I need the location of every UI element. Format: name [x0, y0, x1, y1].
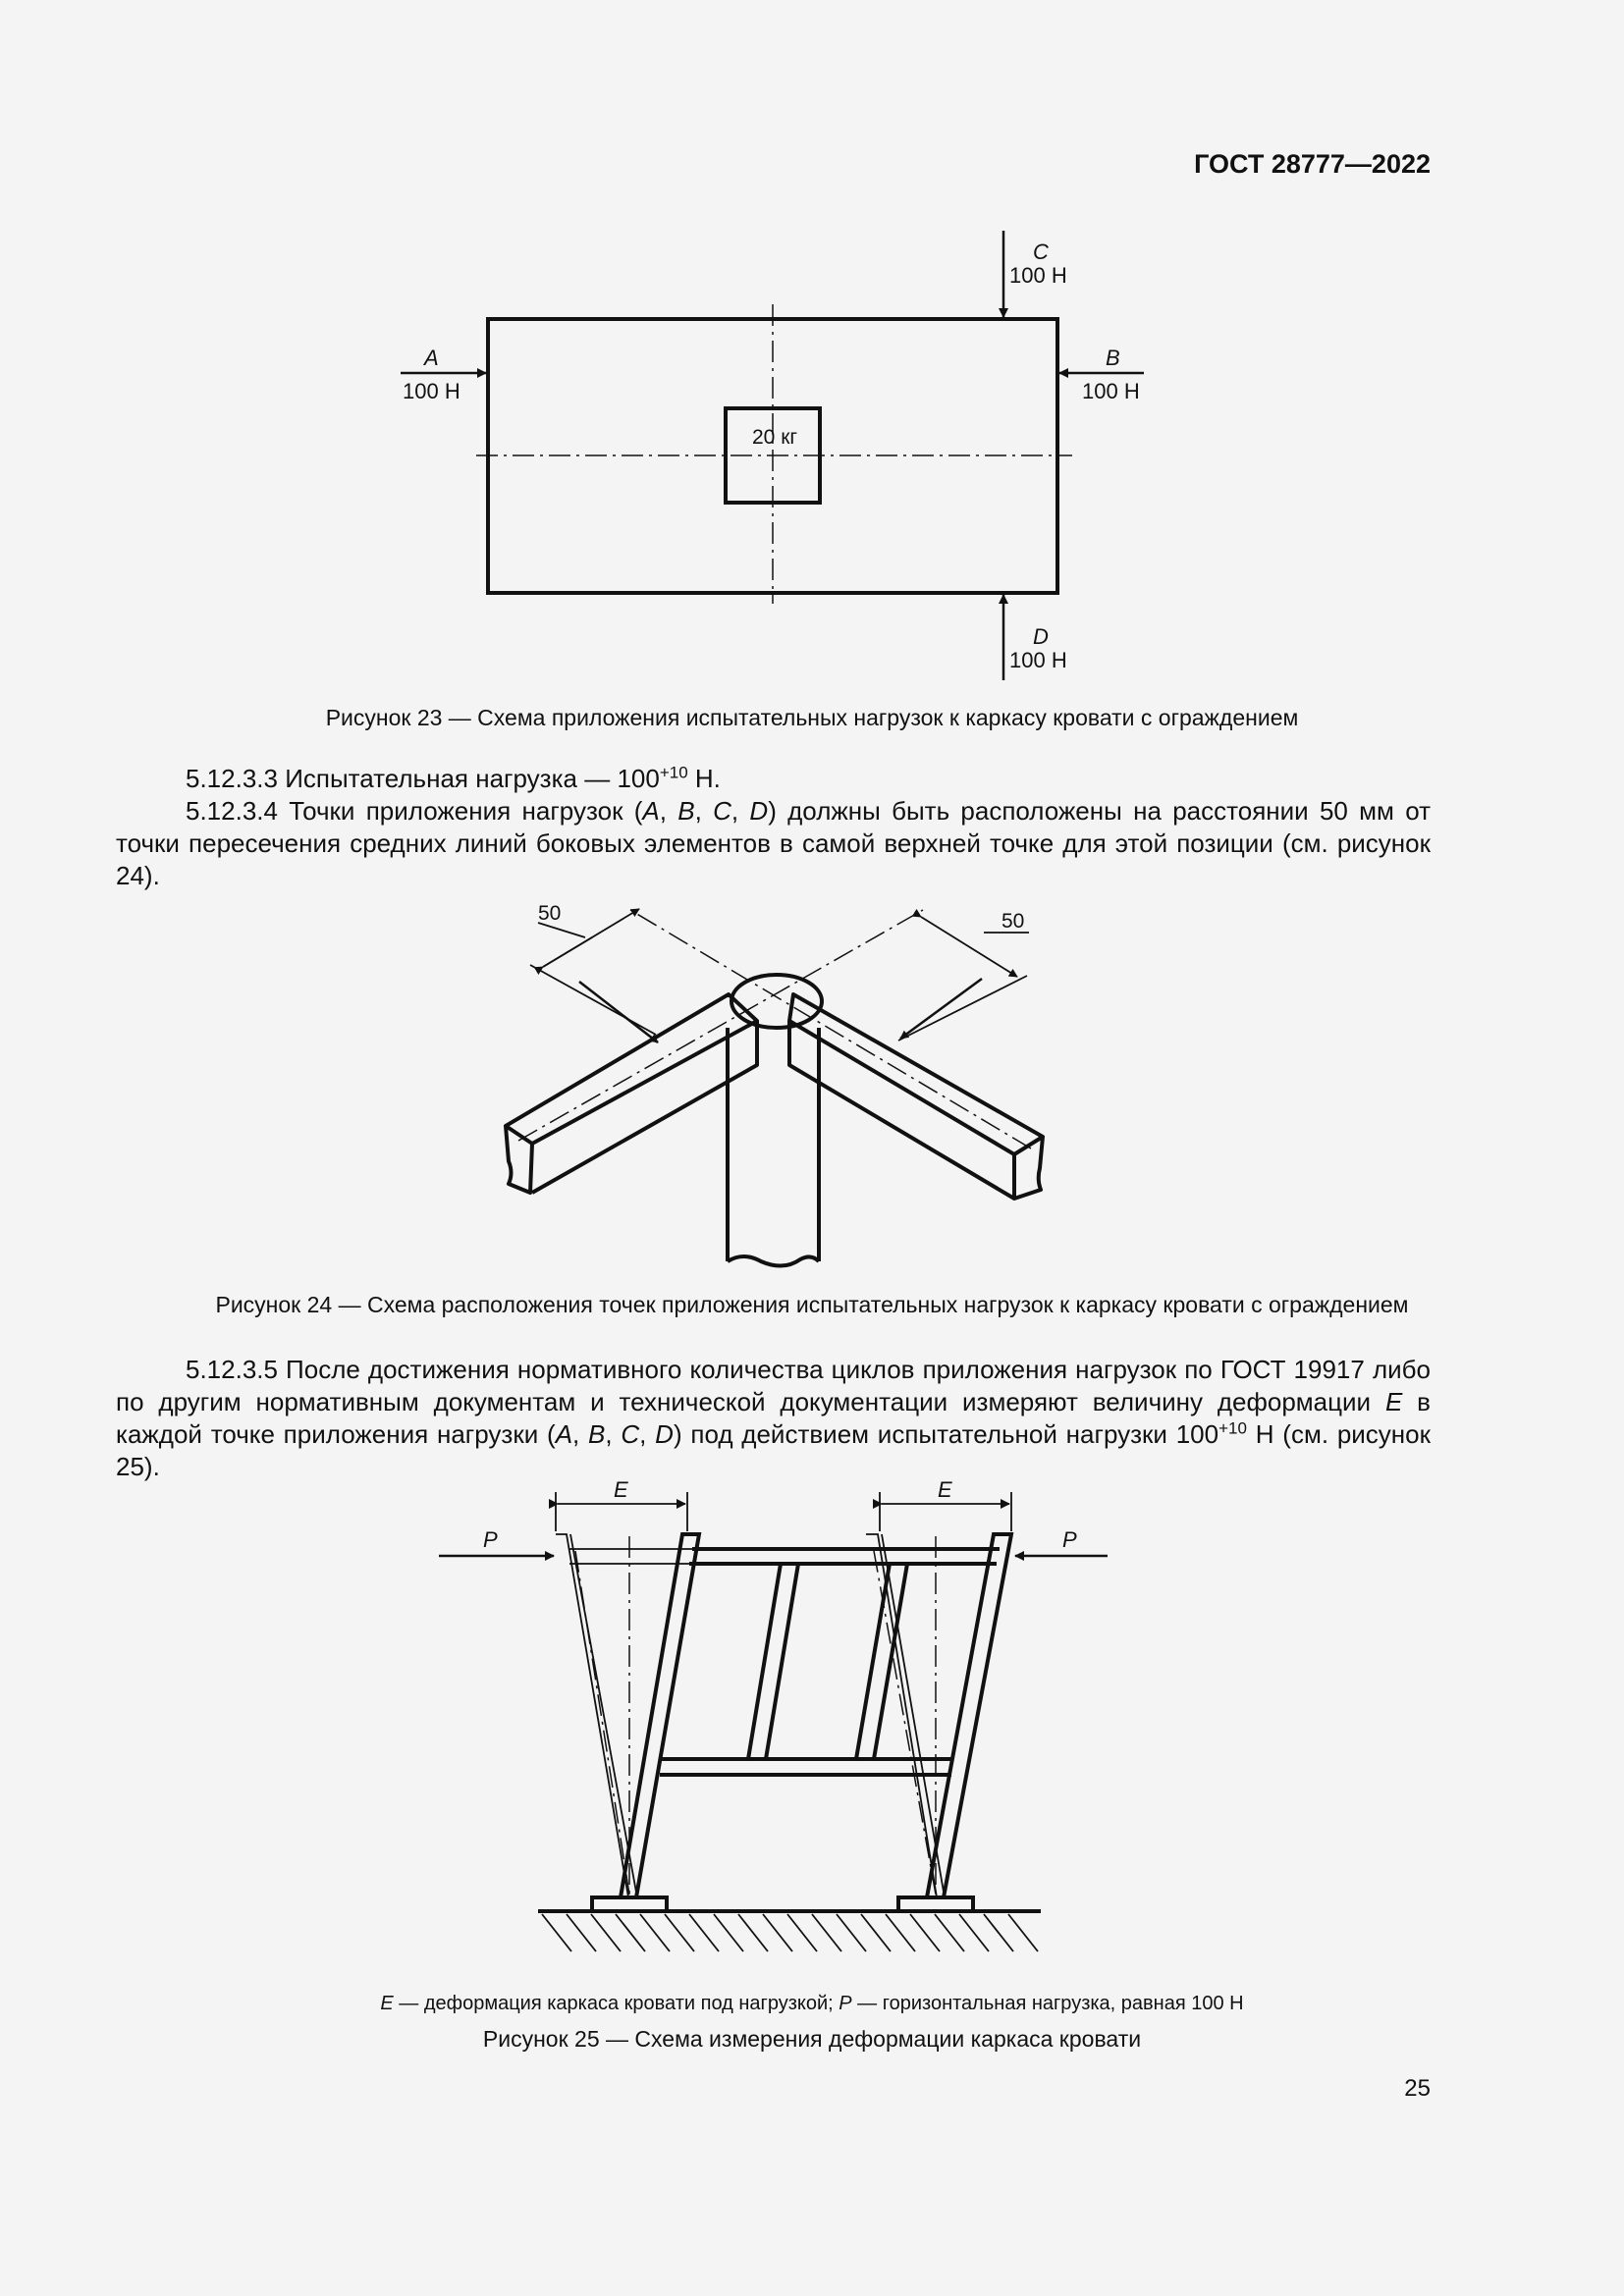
sym-d2: D — [655, 1419, 674, 1449]
figure-25-legend — [0, 1993, 1624, 2015]
ground-hatch — [542, 1914, 1038, 1951]
sym-c2: C — [621, 1419, 640, 1449]
leg-right-original — [866, 1534, 945, 1897]
sym-b: B — [677, 796, 695, 826]
sym-d: D — [749, 796, 769, 826]
centerline-left-tilted — [575, 1551, 629, 1895]
text-p2b: ) должны быть расположены на расстоянии 50 мм от точки пересечения средних линий боковых элементов в самой верхней точке для этой позиции (см. рисунок 24). — [116, 796, 1431, 890]
foot-left — [592, 1897, 667, 1911]
weight-label: 20 кг — [752, 426, 798, 449]
document-header: ГОСТ 28777—2022 — [1194, 149, 1431, 179]
legend-p: P — [839, 1993, 852, 2014]
p-label-right: P — [1062, 1527, 1077, 1552]
rail-original — [569, 1549, 992, 1564]
e-label-right: E — [938, 1477, 952, 1502]
sym-e: E — [1384, 1387, 1403, 1416]
foot-right — [898, 1897, 973, 1911]
legend-text-b: — горизонтальная нагрузка, равная 100 Н — [851, 1993, 1244, 2014]
page-number: 25 — [1404, 2075, 1431, 2102]
sup-p1: +10 — [659, 763, 688, 782]
dim-left-label: 50 — [538, 902, 562, 925]
value-c: 100 Н — [1009, 263, 1067, 288]
text-p3d: Н (см. рисунок 25). — [116, 1419, 1431, 1481]
value-a: 100 Н — [403, 379, 460, 403]
text-p3a: 5.12.3.5 После достижения нормативного количества циклов приложения нагрузок по ГОСТ 19917 либо по другим нормативным документам и технической документации измеряют величину деформации — [116, 1355, 1431, 1416]
sym-b2: B — [588, 1419, 606, 1449]
label-b: B — [1106, 346, 1120, 370]
dim-right-label: 50 — [1001, 910, 1025, 933]
paragraph-5-12-3-4: 5.12.3.4 Точки приложения нагрузок (A, B, C, D) должны быть расположены на расстоянии 50 мм от точки пересечения средних линий боковых элементов в самой верхней точке для этой позиции (см. рисунок 24). — [116, 796, 1431, 890]
leg-left-original — [556, 1534, 637, 1897]
label-c: C — [1033, 240, 1049, 264]
figure-24-caption: Рисунок 24 — Схема расположения точек приложения испытательных нагрузок к каркасу кровати с ограждением — [215, 1292, 1409, 1317]
leg-left-deformed — [621, 1534, 699, 1897]
centerline-right-tilted — [874, 1551, 936, 1895]
middle-rail — [660, 1759, 953, 1775]
leg-right-deformed — [927, 1534, 1011, 1897]
legend-text-a: — деформация каркаса кровати под нагрузкой; — [393, 1993, 839, 2014]
text-p1: 5.12.3.3 Испытательная нагрузка — 100 — [186, 764, 660, 793]
value-d: 100 Н — [1009, 648, 1067, 672]
paragraph-5-12-3-5: 5.12.3.5 После достижения нормативного количества циклов приложения нагрузок по ГОСТ 19917 либо по другим нормативным документам и технической документации измеряют величину деформации E в каждой точке приложения нагрузки (A, B, C, D) под действием испытательной нагрузки $100^{+10}$ Н (см. рисунок 25). — [116, 1355, 1431, 1481]
sup-p3: +10 — [1218, 1418, 1247, 1438]
label-a: A — [424, 346, 439, 370]
value-b: 100 Н — [1082, 379, 1140, 403]
label-d: D — [1033, 624, 1049, 649]
figure-25-caption: Рисунок 25 — Схема измерения деформации каркаса кровати — [482, 2026, 1142, 2052]
text-p3c: ) под действием испытательной нагрузки 100 — [673, 1419, 1219, 1449]
text-p1-end: Н. — [687, 764, 721, 793]
p-label-left: P — [483, 1527, 498, 1552]
text-p2a: 5.12.3.4 Точки приложения нагрузок ( — [186, 796, 643, 826]
sym-a2: A — [555, 1419, 573, 1449]
slat-1 — [748, 1564, 798, 1759]
sym-c: C — [713, 796, 731, 826]
e-label-left: E — [614, 1477, 628, 1502]
sym-a: A — [642, 796, 660, 826]
text-p3b: в каждой точке приложения нагрузки ( — [116, 1387, 1431, 1449]
figure-23-caption: Рисунок 23 — Схема приложения испытательных нагрузок к каркасу кровати с ограждением — [325, 705, 1299, 730]
top-rail — [689, 1549, 1000, 1564]
legend-e: E — [380, 1993, 394, 2014]
